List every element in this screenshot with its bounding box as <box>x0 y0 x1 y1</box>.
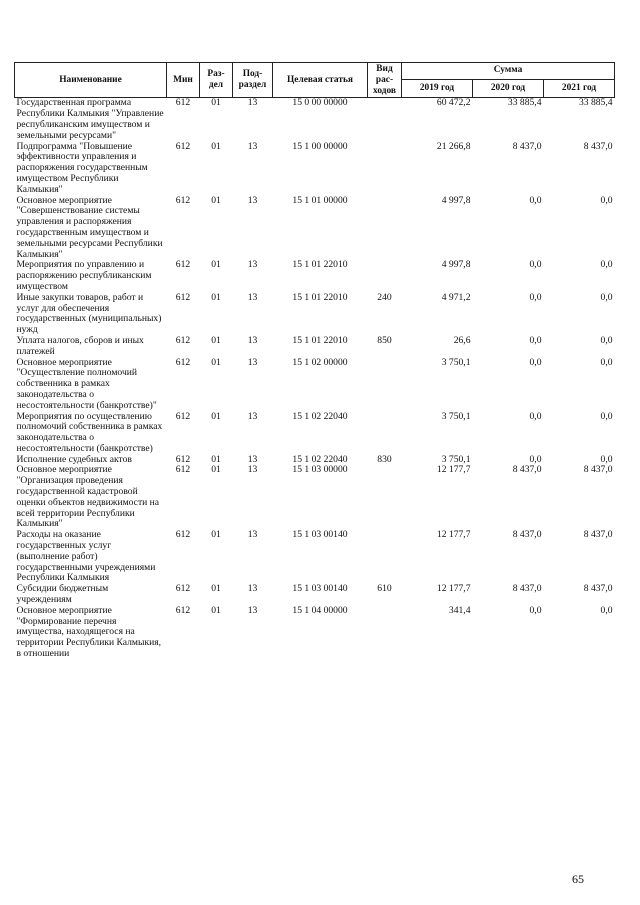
row-expense-type: 850 <box>377 334 392 346</box>
row-amount-2019: 4 997,8 <box>441 194 471 206</box>
row-podrazdel: 13 <box>247 291 258 303</box>
budget-table-container <box>14 62 614 660</box>
row-razdel: 01 <box>211 464 221 476</box>
header-celevaya: Целевая статья <box>273 63 368 98</box>
row-name: Основное мероприятие "Формирование перечня имущества, находящегося на территории Республики Калмыкия, в отношении <box>16 604 162 660</box>
table-row <box>15 530 615 584</box>
row-min: 612 <box>175 259 191 271</box>
row-amount-2021: 0,0 <box>600 410 613 422</box>
row-min: 612 <box>175 334 191 346</box>
row-name: Мероприятия по осуществлению полномочий собственника в рамках законодательства о несостоятельности (банкротстве) <box>16 410 163 454</box>
row-name: Основное мероприятие "Осуществление полномочий собственника в рамках законодательства о несостоятельности (банкротстве)" <box>16 356 157 411</box>
row-name: Иные закупки товаров, работ и услуг для обеспечения государственных (муниципальных) нужд <box>16 291 162 336</box>
row-target-article: 15 0 00 00000 <box>292 97 348 109</box>
row-amount-2021: 0,0 <box>600 604 613 616</box>
row-amount-2020: 0,0 <box>529 334 542 346</box>
header-2020: 2020 год <box>473 79 544 98</box>
row-podrazdel: 13 <box>247 464 258 476</box>
row-expense-type <box>368 98 402 142</box>
row-razdel: 01 <box>211 356 221 368</box>
row-name: Исполнение судебных актов <box>16 453 132 465</box>
row-name: Основное мероприятие "Организация проведения государственной кадастровой оценки объектов недвижимости на всей территории Республики Калмыкия" <box>16 464 160 530</box>
row-amount-2019: 60 472,2 <box>436 97 471 109</box>
row-razdel: 01 <box>211 97 221 109</box>
table-row <box>15 465 615 530</box>
table-row <box>15 412 615 455</box>
row-name: Уплата налогов, сборов и иных платежей <box>16 334 144 357</box>
row-amount-2019: 341,4 <box>448 604 471 616</box>
row-amount-2020: 8 437,0 <box>512 583 542 595</box>
row-min: 612 <box>175 97 191 109</box>
row-razdel: 01 <box>211 194 221 206</box>
row-min: 612 <box>175 583 191 595</box>
row-razdel: 01 <box>211 140 221 152</box>
table-body <box>15 98 615 660</box>
row-amount-2021: 0,0 <box>600 194 613 206</box>
row-expense-type <box>368 606 402 660</box>
row-expense-type <box>368 530 402 584</box>
row-razdel: 01 <box>211 259 221 271</box>
row-amount-2021: 8 437,0 <box>583 140 613 152</box>
row-amount-2020: 8 437,0 <box>512 529 542 541</box>
row-podrazdel: 13 <box>247 410 258 422</box>
row-min: 612 <box>175 410 191 422</box>
row-expense-type <box>368 196 402 261</box>
row-amount-2021: 8 437,0 <box>583 529 613 541</box>
row-target-article: 15 1 02 22040 <box>292 453 348 465</box>
row-amount-2020: 0,0 <box>529 194 542 206</box>
row-expense-type: 830 <box>377 453 392 465</box>
page-number: 65 <box>572 872 584 886</box>
row-amount-2019: 4 971,2 <box>441 291 471 303</box>
row-podrazdel: 13 <box>247 97 258 109</box>
row-amount-2019: 3 750,1 <box>441 356 471 368</box>
row-min: 612 <box>175 356 191 368</box>
row-podrazdel: 13 <box>247 604 258 616</box>
row-razdel: 01 <box>211 453 221 465</box>
table-row <box>15 260 615 292</box>
row-target-article: 15 1 03 00140 <box>292 529 348 541</box>
row-razdel: 01 <box>211 529 221 541</box>
row-target-article: 15 1 01 22010 <box>292 334 348 346</box>
row-amount-2020: 8 437,0 <box>512 140 542 152</box>
row-target-article: 15 1 04 00000 <box>292 604 348 616</box>
row-amount-2021: 0,0 <box>600 259 613 271</box>
table-row <box>15 196 615 261</box>
header-2019: 2019 год <box>402 79 473 98</box>
row-target-article: 15 1 01 22010 <box>292 291 348 303</box>
table-row <box>15 98 615 142</box>
table-row <box>15 358 615 412</box>
row-podrazdel: 13 <box>247 194 258 206</box>
table-row <box>15 336 615 358</box>
row-amount-2021: 0,0 <box>600 334 613 346</box>
row-razdel: 01 <box>211 583 221 595</box>
row-target-article: 15 1 03 00140 <box>292 583 348 595</box>
row-amount-2019: 21 266,8 <box>436 140 471 152</box>
row-min: 612 <box>175 140 191 152</box>
row-name: Государственная программа Республики Калмыкия "Управление республиканским имуществом и земельными ресурсами" <box>16 97 164 141</box>
table-row <box>15 606 615 660</box>
row-min: 612 <box>175 604 191 616</box>
table-row <box>15 584 615 606</box>
row-amount-2019: 12 177,7 <box>436 529 471 541</box>
row-amount-2020: 0,0 <box>529 604 542 616</box>
row-amount-2019: 12 177,7 <box>436 583 471 595</box>
row-expense-type <box>368 465 402 530</box>
budget-table <box>14 62 615 660</box>
row-podrazdel: 13 <box>247 334 258 346</box>
row-amount-2020: 0,0 <box>529 453 542 465</box>
header-name: Наименование <box>15 63 167 98</box>
row-amount-2019: 3 750,1 <box>441 410 471 422</box>
row-amount-2019: 4 997,8 <box>441 259 471 271</box>
row-target-article: 15 1 01 00000 <box>292 194 348 206</box>
header-2021: 2021 год <box>544 79 615 98</box>
row-expense-type <box>368 142 402 196</box>
header-razdel: Раз-дел <box>200 63 233 98</box>
row-expense-type <box>368 260 402 292</box>
row-podrazdel: 13 <box>247 583 258 595</box>
row-amount-2020: 0,0 <box>529 410 542 422</box>
row-expense-type: 240 <box>377 291 392 303</box>
row-amount-2021: 33 885,4 <box>578 97 613 109</box>
row-amount-2021: 0,0 <box>600 453 613 465</box>
row-min: 612 <box>175 194 191 206</box>
header-summa: Сумма <box>402 63 615 80</box>
row-expense-type <box>368 358 402 412</box>
row-amount-2020: 0,0 <box>529 291 542 303</box>
row-amount-2019: 26,6 <box>453 334 471 346</box>
row-razdel: 01 <box>211 410 221 422</box>
row-amount-2020: 33 885,4 <box>507 97 542 109</box>
row-name: Мероприятия по управлению и распоряжению республиканским имуществом <box>16 259 152 292</box>
row-name: Расходы на оказание государственных услуг (выполнение работ) государственными учреждениями Республики Калмыкия <box>16 529 156 584</box>
row-expense-type <box>368 412 402 455</box>
row-amount-2021: 8 437,0 <box>583 583 613 595</box>
header-min: Мин <box>167 63 200 98</box>
row-amount-2020: 0,0 <box>529 356 542 368</box>
row-target-article: 15 1 00 00000 <box>292 140 348 152</box>
row-podrazdel: 13 <box>247 453 258 465</box>
table-row <box>15 293 615 336</box>
row-podrazdel: 13 <box>247 356 258 368</box>
row-min: 612 <box>175 529 191 541</box>
row-min: 612 <box>175 291 191 303</box>
row-amount-2020: 8 437,0 <box>512 464 542 476</box>
row-target-article: 15 1 02 22040 <box>292 410 348 422</box>
row-min: 612 <box>175 453 191 465</box>
row-target-article: 15 1 01 22010 <box>292 259 348 271</box>
table-row <box>15 142 615 196</box>
row-podrazdel: 13 <box>247 529 258 541</box>
header-vid: Вид рас-ходов <box>368 63 402 98</box>
row-amount-2021: 8 437,0 <box>583 464 613 476</box>
row-min: 612 <box>175 464 191 476</box>
row-razdel: 01 <box>211 291 221 303</box>
row-name: Основное мероприятие "Совершенствование системы управления и распоряжения государственным имуществом и земельными ресурсами Республики Калмыкия" <box>16 194 163 260</box>
row-amount-2020: 0,0 <box>529 259 542 271</box>
row-podrazdel: 13 <box>247 259 258 271</box>
row-target-article: 15 1 02 00000 <box>292 356 348 368</box>
row-razdel: 01 <box>211 604 221 616</box>
header-podrazdel: Под-раздел <box>233 63 273 98</box>
row-amount-2019: 3 750,1 <box>441 453 471 465</box>
row-amount-2021: 0,0 <box>600 291 613 303</box>
row-amount-2021: 0,0 <box>600 356 613 368</box>
row-name: Подпрограмма "Повышение эффективности управления и распоряжения государственным имуществом Республики Калмыкия" <box>16 140 148 195</box>
row-name: Субсидии бюджетным учреждениям <box>16 583 109 606</box>
row-target-article: 15 1 03 00000 <box>292 464 348 476</box>
row-amount-2019: 12 177,7 <box>436 464 471 476</box>
row-razdel: 01 <box>211 334 221 346</box>
row-expense-type: 610 <box>377 583 392 595</box>
table-header <box>15 63 615 98</box>
row-podrazdel: 13 <box>247 140 258 152</box>
